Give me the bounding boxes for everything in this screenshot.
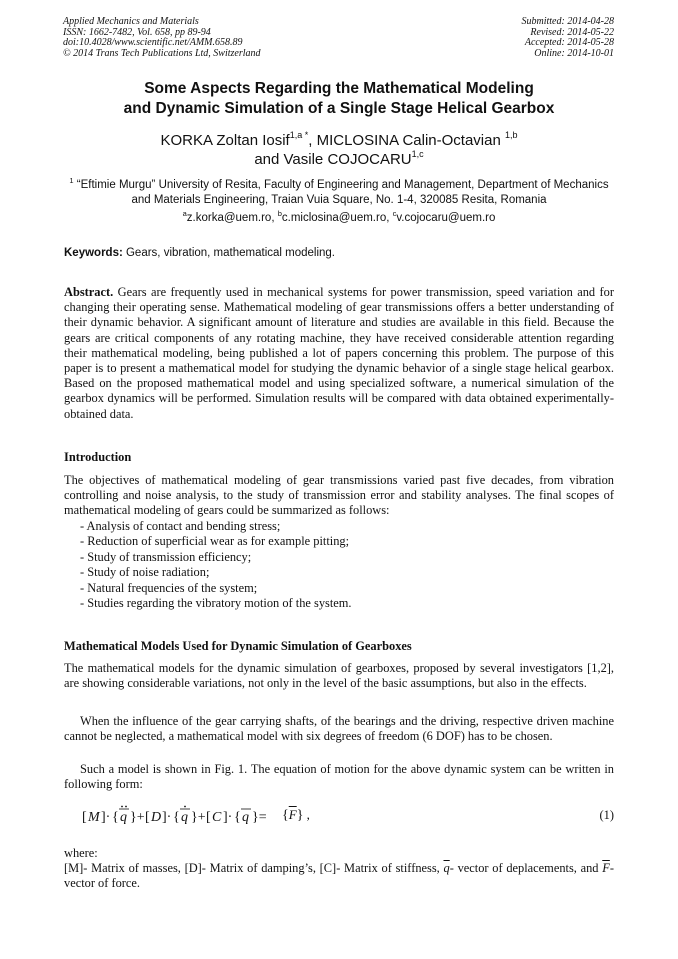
svg-text:[: [: [82, 810, 87, 825]
list-item: - Study of transmission efficiency;: [80, 549, 252, 564]
where-definitions: [64, 861, 614, 891]
author-3-sup: 1,c: [411, 149, 424, 159]
models-heading: Mathematical Models Used for Dynamic Simulation of Gearboxes: [64, 639, 412, 653]
svg-text:}=: }=: [252, 810, 267, 825]
eq-force: $\overline{F}$: [288, 806, 297, 822]
journal-name: Applied Mechanics and Materials: [63, 16, 199, 27]
list-item: - Study of noise radiation;: [80, 565, 210, 580]
svg-text:{: {: [112, 810, 119, 825]
journal-doi: doi:10.4028/www.scientific.net/AMM.658.89: [63, 37, 243, 48]
svg-text:}+: }+: [191, 810, 206, 825]
date-online: Online: 2014-10-01: [534, 47, 614, 59]
abstract: [64, 285, 614, 422]
list-item: - Analysis of contact and bending stress;: [80, 519, 281, 533]
title-line-1: Some Aspects Regarding the Mathematical Modeling: [144, 80, 534, 97]
where-line-2b: -vector of force.: [64, 861, 614, 891]
email-b[interactable]: c.miclosina@uem.ro,: [281, 212, 393, 224]
svg-text:{: {: [173, 810, 180, 825]
where-line-1: [M]- Matrix of masses, [D]- Matrix of damping’s, [C]- Matrix of stiffness,: [64, 861, 444, 875]
author-emails: [40, 211, 638, 226]
models-paragraph-3: Such a model is shown in Fig. 1. The equation of motion for the above dynamic system can be written in following form:: [64, 762, 614, 792]
author-1: KORKA Zoltan Iosif: [160, 132, 290, 149]
list-item: - Reduction of superficial wear as for example pitting;: [80, 534, 350, 549]
affiliation-text: “Eftimie Murgu” University of Resita, Faculty of Engineering and Management, Department of Mechanics and Materials Engineering, Traian Vuia Square, No. 1-4, 320085 Resita, Romania: [73, 179, 609, 206]
svg-text:[: [: [145, 810, 150, 825]
journal-copyright: © 2014 Trans Tech Publications Ltd, Switzerland: [63, 47, 261, 59]
author-1-sup: 1,a *: [289, 130, 309, 140]
email-a[interactable]: z.korka@uem.ro,: [186, 212, 278, 224]
svg-text:]·: ]·: [223, 810, 233, 825]
svg-text:}+: }+: [130, 810, 145, 825]
abstract-label: Abstract.: [64, 285, 114, 299]
models-paragraph-1: The mathematical models for the dynamic simulation of gearboxes, proposed by several investigators [1,2], are showing considerable variations, not only in the level of the basic assumptions, but also in the effects.: [64, 661, 614, 691]
models-paragraph-2: When the influence of the gear carrying shafts, of the bearings and the driving, respective driven machine cannot be neglected, a mathematical model with six degrees of freedom (6 DOF) has to be chosen.: [64, 714, 614, 744]
svg-text:]·: ]·: [101, 810, 111, 825]
email-sup-c: c: [392, 209, 397, 218]
list-item: - Natural frequencies of the system;: [80, 580, 258, 595]
list-item: - Studies regarding the vibratory motion of the system.: [80, 596, 352, 611]
journal-info: [63, 17, 261, 59]
author-2: , MICLOSINA Calin-Octavian: [308, 132, 505, 149]
keywords-text: Gears, vibration, mathematical modeling.: [122, 247, 336, 259]
svg-text:[: [: [206, 810, 211, 825]
where-f: $\overline{F}$: [602, 861, 610, 875]
email-c[interactable]: v.cojocaru@uem.ro: [396, 212, 496, 224]
journal-issn: ISSN: 1662-7482, Vol. 658, pp 89-94: [63, 26, 211, 38]
author-2-sup: 1,b: [504, 130, 518, 140]
equation-graphic: [82, 804, 282, 828]
eq-matrix-d: D: [151, 810, 162, 825]
introduction-heading: Introduction: [64, 450, 132, 464]
where-line-1b: - vector of: [449, 861, 503, 875]
equation-of-motion: [ M ]· { q }+ [ D ]· { q }+ [ C ]· { q }= $\{\overline{F}\}$ ,: [82, 804, 310, 828]
svg-text:]·: ]·: [162, 810, 172, 825]
affiliation: [64, 178, 614, 208]
where-q: $\overline{q}$: [443, 861, 450, 875]
keywords-label: Keywords:: [64, 247, 123, 259]
title-line-2: and Dynamic Simulation of a Single Stage Helical Gearbox: [123, 100, 555, 117]
paper-title: [40, 79, 638, 119]
eq-q-dot: q: [181, 810, 188, 825]
date-accepted: Accepted: 2014-05-28: [524, 37, 614, 48]
eq-q-ddot: q: [120, 810, 127, 825]
submission-dates: [522, 17, 615, 59]
eq-q: q: [242, 810, 249, 825]
where-label: where:: [64, 846, 98, 860]
equation-number: (1): [599, 808, 614, 822]
author-3: and Vasile COJOCARU: [254, 151, 412, 168]
eq-matrix-m: M: [88, 810, 100, 825]
svg-text:{: {: [234, 810, 241, 825]
date-revised: Revised: 2014-05-22: [530, 26, 614, 38]
abstract-text: Gears are frequently used in mechanical systems for power transmission, speed variation and for changing their operating sense. Mathematical modeling of gear transmissions offers a better understanding of their dynamic behavior. A significant amount of literature and studies are available in this field. Because the gears are critical components of any rotating machine, they have received considerable attention regarding their mathematical modeling, being published a lot of papers concerning this problem. The purpose of this paper is to present a mathematical model for studying the dynamic behavior of a single stage helical gearbox. Based on the proposed mathematical model and using specialized software, a numerical simulation of the gearbox dynamics will be performed. Simulation results will be compared with data obtained experimentally- obtained data.: [64, 285, 614, 421]
email-sup-a: a: [182, 209, 187, 218]
introduction-text: The objectives of mathematical modeling of gear transmissions varied past five decades, from vibration controlling and noise analysis, to the study of transmission error and stability analyses. The final scopes of mathematical modeling of gears could be summarized as follows:: [64, 473, 614, 518]
keywords: [64, 246, 614, 261]
email-sup-b: b: [277, 209, 282, 218]
eq-matrix-c: C: [212, 810, 222, 825]
author-list: [40, 131, 638, 169]
date-submitted: Submitted: 2014-04-28: [521, 16, 614, 27]
affiliation-sup: 1: [69, 176, 74, 185]
where-line-2: deplacements, and: [506, 861, 603, 875]
objectives-list: [80, 519, 352, 611]
